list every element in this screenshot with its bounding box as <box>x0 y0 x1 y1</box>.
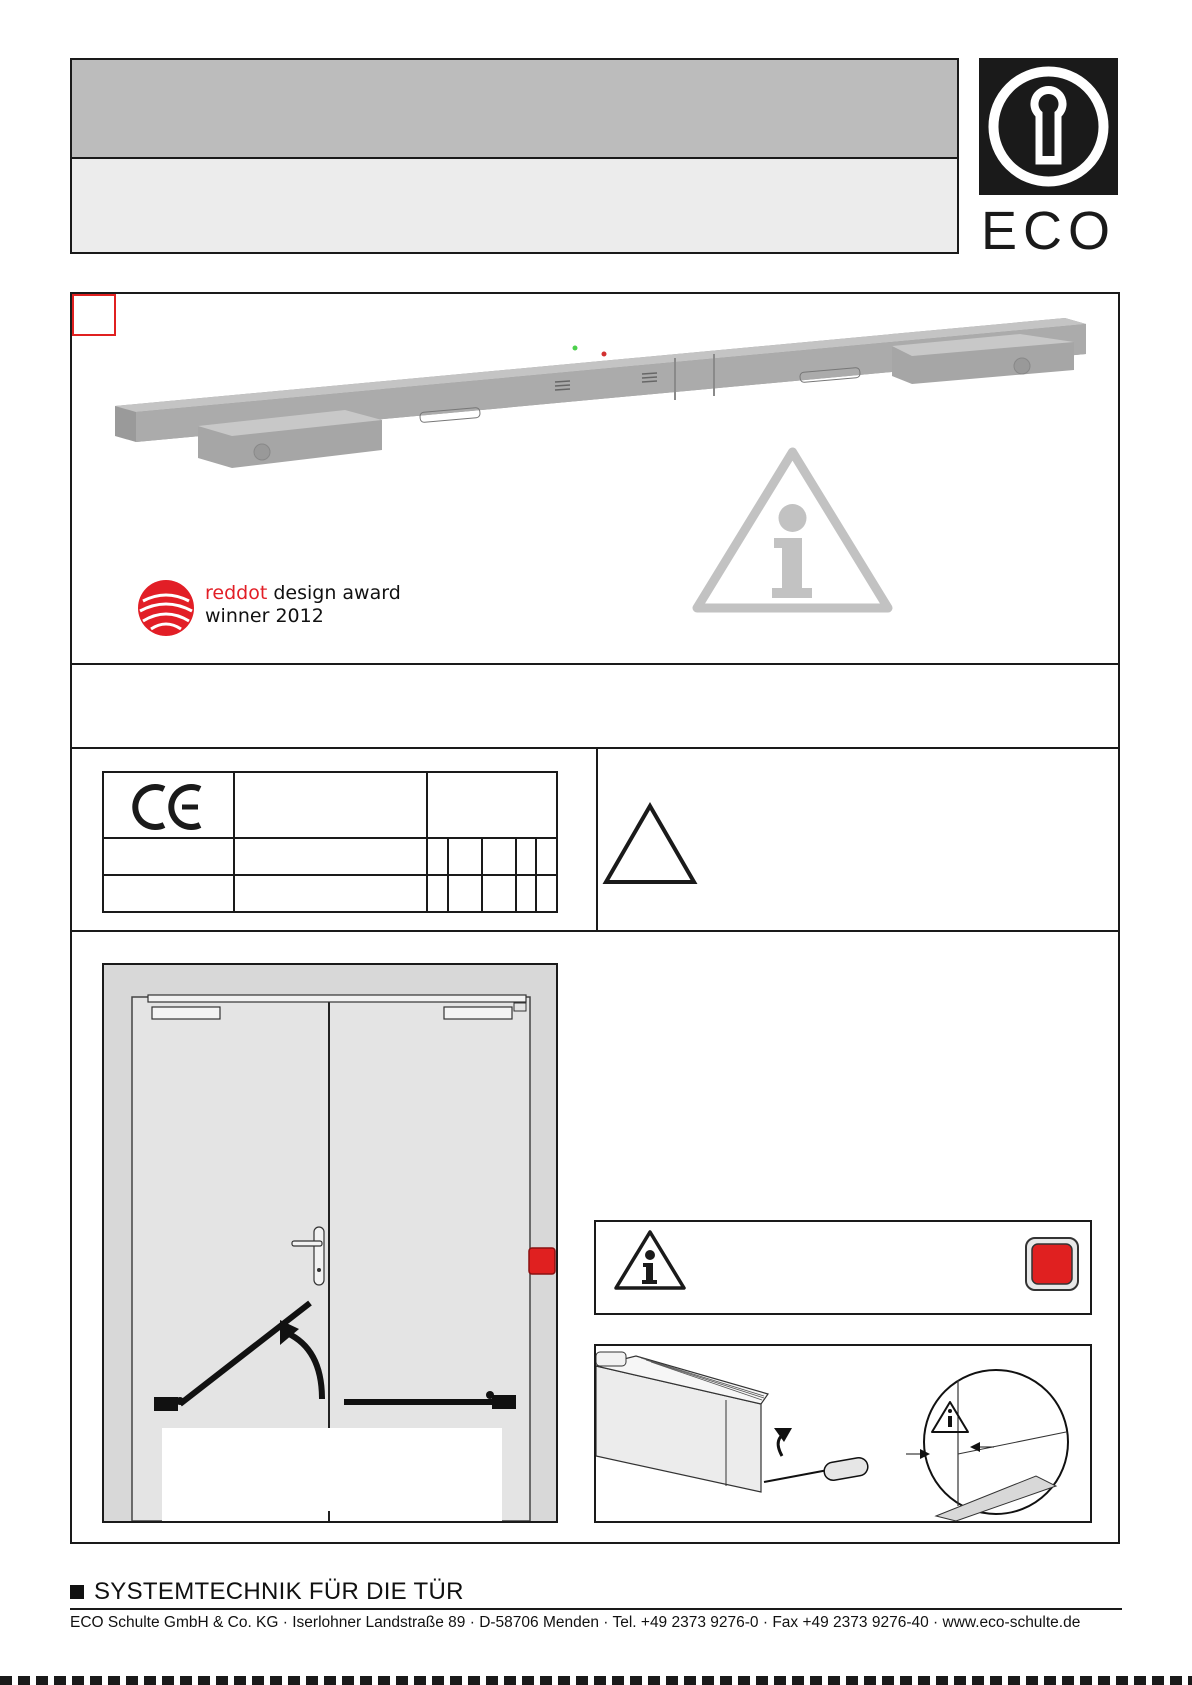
title-band <box>72 60 957 159</box>
double-door-diagram <box>102 963 558 1523</box>
subtitle-band <box>72 159 957 252</box>
reddot-logo-icon <box>137 579 195 637</box>
warning-triangle-icon <box>602 802 698 886</box>
cylinder-lock-icon <box>979 58 1118 195</box>
ce-label-table <box>102 771 558 913</box>
divider <box>72 663 1118 665</box>
divider <box>72 747 1118 749</box>
installation-detail-box <box>594 1344 1092 1523</box>
footer-heading <box>70 1578 464 1606</box>
footer-address: ECO Schulte GmbH & Co. KG · Iserlohner Landstraße 89 · D-58706 Menden · Tel. +49 2373 9276-0 · Fax +49 2373 9276-40 · www.eco-schulte.de <box>70 1614 1081 1631</box>
award-brand-red: red <box>205 582 237 604</box>
footer-rule <box>70 1608 1122 1610</box>
divider <box>596 747 598 930</box>
logo-mark <box>979 58 1118 195</box>
ce-mark-icon <box>132 783 206 831</box>
red-push-button-icon <box>1024 1236 1080 1292</box>
info-triangle-icon <box>690 444 895 616</box>
logo-text: ECO <box>980 201 1117 261</box>
award-brand-dot: dot <box>236 582 268 604</box>
push-button-info-box <box>594 1220 1092 1315</box>
award-year: winner 2012 <box>205 605 324 627</box>
info-triangle-icon <box>612 1228 688 1292</box>
reddot-award-label <box>205 582 401 628</box>
award-brand-rest: design award <box>267 582 401 604</box>
divider <box>72 930 1118 932</box>
door-closer-product-image <box>110 310 1090 480</box>
bullet-square-icon <box>70 1585 84 1599</box>
footer-heading-text: SYSTEMTECHNIK FÜR DIE TÜR <box>94 1578 464 1605</box>
bottom-strip <box>0 1676 1192 1685</box>
title-box <box>70 58 959 254</box>
